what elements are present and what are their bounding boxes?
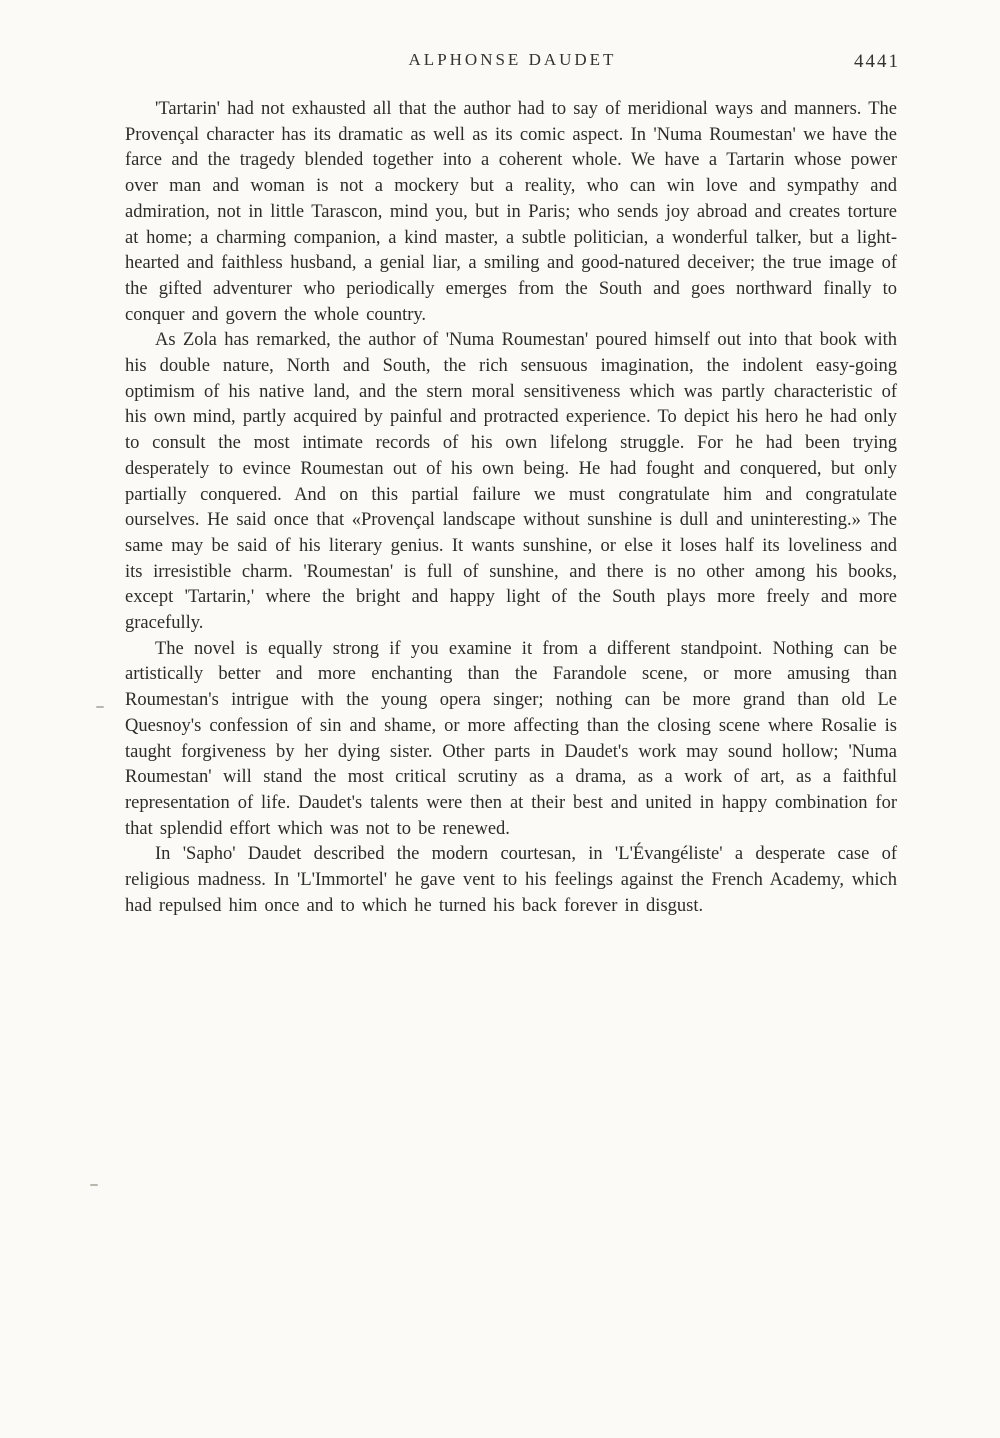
paragraph-1: 'Tartarin' had not exhausted all that the author had to say of meridional ways and manners. The Provençal character has its dramatic as well as its comic aspect. In 'Numa Roumestan' we have the farce and the tragedy blended together into a coherent whole. We have a Tartarin whose power over man and woman is not a mockery but a reality, who can win love and sympathy and admiration, not in little Tarascon, mind you, but in Paris; who sends joy abroad and creates torture at home; a charming companion, a kind master, a subtle politician, a wonderful talker, but a light-hearted and faithless husband, a genial liar, a smiling and good-natured deceiver; the true image of the gifted adventurer who periodically emerges from the South and goes northward finally to conquer and govern the whole country. — [125, 99, 897, 325]
paragraph-3: The novel is equally strong if you examine it from a different standpoint. Nothing can be artistically better and more enchanting than the Farandole scene, or more amusing than Roumestan's intrigue with the young opera singer; nothing can be more grand than old Le Quesnoy's confession of sin and shame, or more affecting than the closing scene where Rosalie is taught forgiveness by her dying sister. Other parts in Daudet's work may sound hollow; 'Numa Roumestan' will stand the most critical scrutiny as a drama, as a work of art, as a faithful representation of life. Daudet's talents were then at their best and united in happy combination for that splendid effort which was not to be renewed. — [125, 638, 897, 839]
scan-artifact-mark — [90, 1184, 98, 1186]
paragraph-4: In 'Sapho' Daudet described the modern courtesan, in 'L'Évangéliste' a desperate case of religious madness. In 'L'Immortel' he gave vent to his feelings against the French Academy, which had repulsed him once and to which he turned his back forever in disgust. — [125, 844, 897, 916]
scan-artifact-mark — [96, 706, 104, 708]
page-body-text — [125, 97, 897, 920]
running-head-title: ALPHONSE DAUDET — [408, 50, 617, 69]
page-number: 4441 — [854, 51, 900, 72]
paragraph-2: As Zola has remarked, the author of 'Numa Roumestan' poured himself out into that book with his double nature, North and South, the rich sensuous imagination, the indolent easy-going optimism of his native land, and the stern moral sensitiveness which was partly characteristic of his own mind, partly acquired by painful and protracted experience. To depict his hero he had only to consult the most intimate records of his own lifelong struggle. For he had been trying desperately to evince Roumestan out of his own being. He had fought and conquered, but only partially conquered. And on this partial failure we must congratulate him and congratulate ourselves. He said once that «Provençal landscape without sunshine is dull and uninteresting.» The same may be said of his literary genius. It wants sunshine, or else it loses half its loveliness and its irresistible charm. 'Roumestan' is full of sunshine, and there is no other among his books, except 'Tartarin,' where the bright and happy light of the South plays more freely and more gracefully. — [125, 330, 897, 634]
page-header — [125, 50, 900, 76]
